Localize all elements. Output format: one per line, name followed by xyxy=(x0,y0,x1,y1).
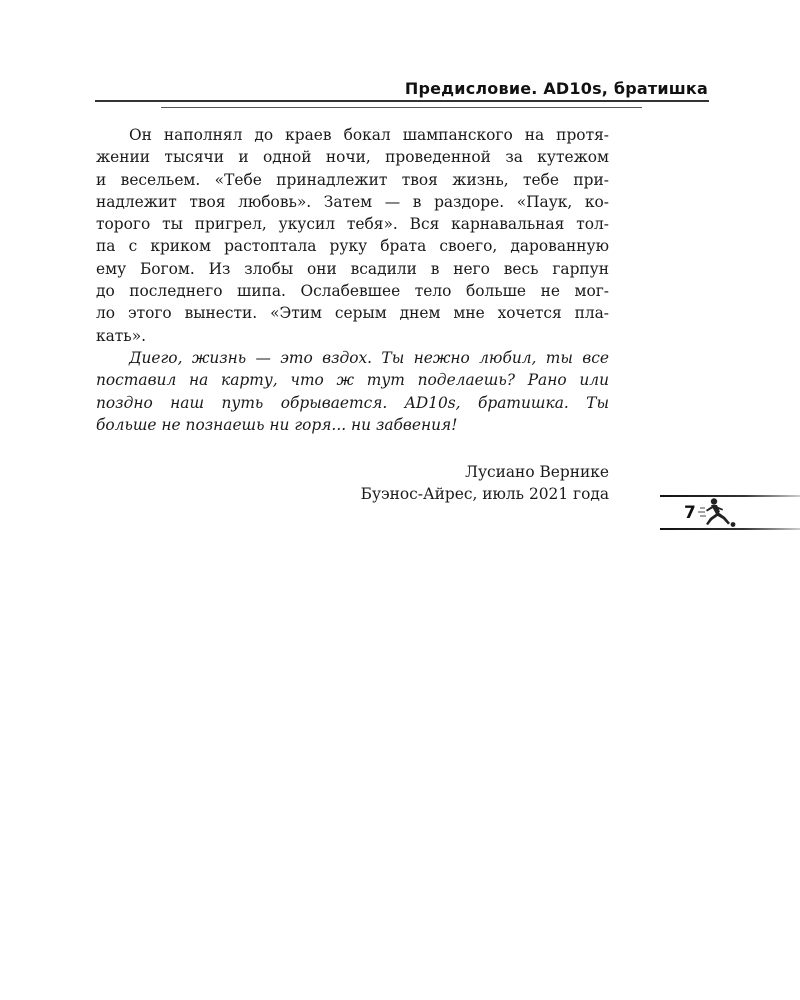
soccer-player-running-icon xyxy=(697,497,737,528)
text-line: и весельем. «Тебе принадлежит твоя жизнь, тебе при- xyxy=(96,170,609,189)
paragraph-1 xyxy=(96,124,609,347)
text-line: торого ты пригрел, укусил тебя». Вся карнавальная тол- xyxy=(96,215,609,234)
text-line: ло этого вынести. «Этим серым днем мне хочется пла- xyxy=(96,304,609,323)
paragraph-2 xyxy=(96,347,609,436)
text-line: поздно наш путь обрывается. AD10s, братишка. Ты xyxy=(96,393,609,412)
folio-rule-bottom xyxy=(660,528,800,530)
text-line: надлежит твоя любовь». Затем — в раздоре. «Паук, ко- xyxy=(96,192,609,211)
text-line: па с криком растоптала руку брата своего, дарованную xyxy=(96,237,609,256)
author-name: Лусиано Вернике xyxy=(465,463,609,481)
text-line: кать». xyxy=(96,326,146,345)
running-head-title: Предисловие. AD10s, братишка xyxy=(404,79,708,98)
text-line: больше не познаешь ни горя... ни забвения! xyxy=(96,415,458,434)
header-subrule xyxy=(161,107,642,108)
text-line: жении тысячи и одной ночи, проведенной за кутежом xyxy=(96,148,609,167)
main-text xyxy=(96,124,609,436)
text-line: Он наполнял до краев бокал шампанского на протя- xyxy=(129,126,609,144)
place-date: Буэнос-Айрес, июль 2021 года xyxy=(360,485,609,504)
signature-block xyxy=(96,461,609,506)
text-line: до последнего шипа. Ослабевшее тело больше не мог- xyxy=(96,282,609,301)
text-line: ему Богом. Из злобы они всадили в него весь гарпун xyxy=(96,259,609,278)
header-rule xyxy=(95,100,709,102)
text-line: Диего, жизнь — это вздох. Ты нежно любил, ты все xyxy=(129,348,609,367)
text-line: поставил на карту, что ж тут поделаешь? Рано или xyxy=(96,371,609,390)
page-number: 7 xyxy=(684,503,696,523)
